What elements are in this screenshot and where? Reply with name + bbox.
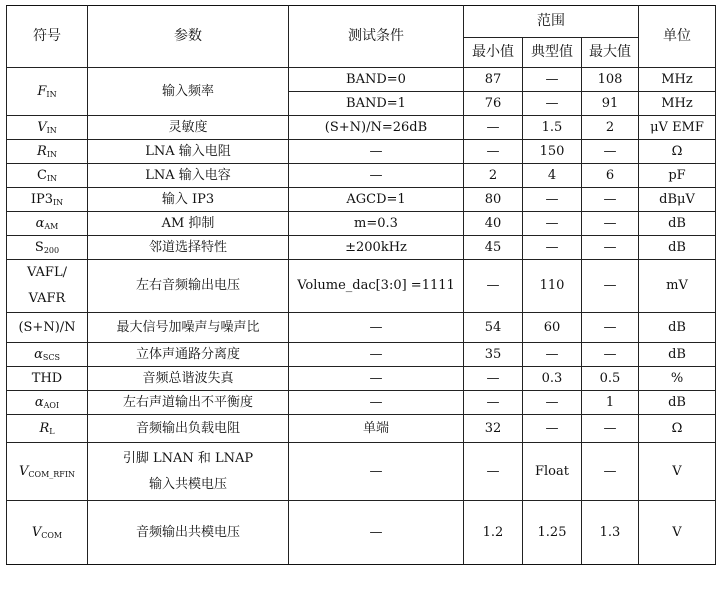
max-cell: 1 (582, 391, 639, 415)
header-unit: 单位 (639, 6, 716, 68)
max-cell: 2 (582, 116, 639, 140)
unit-cell: pF (639, 164, 716, 188)
min-cell: 54 (464, 313, 523, 343)
symbol-cell (7, 415, 88, 443)
table-row (7, 236, 716, 260)
symbol-cell (7, 140, 88, 164)
unit-cell: V (639, 501, 716, 565)
typ-cell: — (523, 391, 582, 415)
min-cell: — (464, 367, 523, 391)
typ-cell: 0.3 (523, 367, 582, 391)
symbol-text: V (37, 119, 47, 135)
symbol-subscript: IN (46, 89, 57, 99)
min-cell: — (464, 443, 523, 501)
symbol-text: VAFR (28, 291, 66, 306)
param-cell (88, 443, 289, 501)
unit-cell: MHz (639, 68, 716, 92)
max-cell: — (582, 313, 639, 343)
condition-cell: Volume_dac[3:0] =1111 (289, 260, 464, 313)
symbol-cell (7, 164, 88, 188)
param-text: LNA 输入电阻 (145, 143, 231, 159)
symbol-subscript: IN (46, 149, 57, 159)
param-text: 引脚 LNAN 和 LNAP (122, 450, 254, 466)
param-text: LNA 输入电容 (145, 167, 231, 183)
header-symbol: 符号 (7, 6, 88, 68)
symbol-text: S (34, 239, 44, 255)
condition-cell: — (289, 140, 464, 164)
symbol-text: R (37, 143, 47, 159)
condition-cell: BAND=0 (289, 68, 464, 92)
unit-cell: V (639, 443, 716, 501)
table-row (7, 501, 716, 565)
symbol-subscript: AOI (43, 400, 60, 410)
param-text: 音频输出负载电阻 (135, 420, 240, 436)
table-row (7, 116, 716, 140)
symbol-subscript: IN (46, 173, 58, 183)
min-cell: 80 (464, 188, 523, 212)
unit-cell: Ω (639, 140, 716, 164)
typ-cell: — (523, 92, 582, 116)
param-cell (88, 260, 289, 313)
symbol-cell (7, 212, 88, 236)
symbol-cell (7, 236, 88, 260)
max-cell: — (582, 140, 639, 164)
max-cell: — (582, 343, 639, 367)
condition-cell: BAND=1 (289, 92, 464, 116)
typ-cell: 1.5 (523, 116, 582, 140)
condition-cell: — (289, 164, 464, 188)
symbol-subscript: 200 (43, 245, 60, 255)
symbol-text: α (34, 346, 43, 362)
table-row (7, 391, 716, 415)
typ-cell: Float (523, 443, 582, 501)
symbol-subscript: COM_RFIN (28, 469, 75, 479)
param-text: 输入 IP3 (161, 191, 215, 207)
condition-cell: — (289, 343, 464, 367)
param-text: 最大信号加噪声与噪声比 (116, 319, 260, 335)
max-cell: 1.3 (582, 501, 639, 565)
symbol-cell (7, 391, 88, 415)
condition-cell: — (289, 501, 464, 565)
symbol-text: V (31, 524, 42, 540)
unit-cell: dB (639, 236, 716, 260)
param-cell (88, 236, 289, 260)
condition-cell: — (289, 367, 464, 391)
condition-cell: 单端 (289, 415, 464, 443)
typ-cell: — (523, 236, 582, 260)
min-cell: 32 (464, 415, 523, 443)
condition-cell: — (289, 443, 464, 501)
symbol-text: THD (31, 370, 63, 386)
table-body (7, 68, 716, 565)
symbol-cell (7, 367, 88, 391)
typ-cell: 110 (523, 260, 582, 313)
param-cell (88, 501, 289, 565)
header-range: 范围 (464, 6, 639, 38)
param-text: 音频输出共模电压 (135, 524, 240, 540)
condition-cell: m=0.3 (289, 212, 464, 236)
param-cell (88, 367, 289, 391)
param-text: 左右声道输出不平衡度 (122, 394, 253, 410)
max-cell: — (582, 260, 639, 313)
unit-cell: dB (639, 313, 716, 343)
typ-cell: 4 (523, 164, 582, 188)
unit-cell: dB (639, 343, 716, 367)
symbol-text: IP3 (30, 191, 53, 207)
unit-cell: dB (639, 212, 716, 236)
max-cell: 108 (582, 68, 639, 92)
param-cell (88, 313, 289, 343)
typ-cell: 1.25 (523, 501, 582, 565)
symbol-text: (S+N)/N (18, 319, 76, 335)
symbol-text: VAFL/ (27, 265, 67, 280)
param-cell (88, 415, 289, 443)
param-text: 灵敏度 (168, 119, 208, 135)
header-condition: 测试条件 (289, 6, 464, 68)
symbol-text: V (19, 463, 29, 479)
symbol-cell (7, 501, 88, 565)
min-cell: — (464, 140, 523, 164)
unit-cell: MHz (639, 92, 716, 116)
symbol-subscript: IN (46, 125, 57, 135)
table-row (7, 343, 716, 367)
max-cell: — (582, 188, 639, 212)
table-row (7, 313, 716, 343)
symbol-cell (7, 313, 88, 343)
table-row (7, 188, 716, 212)
param-text: 输入共模电压 (148, 476, 227, 492)
param-cell (88, 116, 289, 140)
param-cell (88, 68, 289, 116)
condition-cell: (S+N)/N=26dB (289, 116, 464, 140)
param-cell (88, 343, 289, 367)
symbol-subscript: AM (44, 221, 59, 231)
typ-cell: — (523, 415, 582, 443)
unit-cell: dBμV (639, 188, 716, 212)
condition-cell: AGCD=1 (289, 188, 464, 212)
symbol-subscript: COM (41, 530, 63, 540)
min-cell: 1.2 (464, 501, 523, 565)
unit-cell: μV EMF (639, 116, 716, 140)
param-cell (88, 140, 289, 164)
symbol-cell (7, 443, 88, 501)
symbol-text: C (36, 167, 47, 183)
table-row (7, 367, 716, 391)
symbol-subscript: L (49, 426, 55, 436)
unit-cell: dB (639, 391, 716, 415)
typ-cell: — (523, 188, 582, 212)
max-cell: 91 (582, 92, 639, 116)
min-cell: — (464, 116, 523, 140)
max-cell: — (582, 415, 639, 443)
min-cell: 40 (464, 212, 523, 236)
param-text: 邻道选择特性 (148, 239, 227, 255)
symbol-text: α (35, 215, 45, 231)
table-row (7, 443, 716, 501)
spec-table (6, 5, 716, 565)
min-cell: 87 (464, 68, 523, 92)
unit-cell: Ω (639, 415, 716, 443)
param-cell (88, 391, 289, 415)
param-text: 立体声通路分离度 (135, 346, 240, 362)
min-cell: 35 (464, 343, 523, 367)
max-cell: — (582, 236, 639, 260)
symbol-text: R (39, 420, 50, 436)
table-row (7, 164, 716, 188)
typ-cell: 60 (523, 313, 582, 343)
param-cell (88, 164, 289, 188)
symbol-cell (7, 343, 88, 367)
symbol-cell (7, 116, 88, 140)
min-cell: 76 (464, 92, 523, 116)
unit-cell: mV (639, 260, 716, 313)
max-cell: 6 (582, 164, 639, 188)
header-max: 最大值 (582, 38, 639, 68)
param-text: 输入频率 (161, 83, 214, 99)
symbol-subscript: IN (52, 197, 64, 207)
min-cell: 2 (464, 164, 523, 188)
max-cell: 0.5 (582, 367, 639, 391)
header-typ: 典型值 (523, 38, 582, 68)
condition-cell: — (289, 313, 464, 343)
param-text: 音频总谐波失真 (142, 370, 234, 386)
typ-cell: — (523, 343, 582, 367)
param-text: 左右音频输出电压 (135, 278, 240, 294)
symbol-subscript: SCS (42, 352, 60, 362)
typ-cell: — (523, 212, 582, 236)
table-row (7, 260, 716, 313)
min-cell: — (464, 391, 523, 415)
symbol-text: α (34, 394, 44, 410)
param-text: AM 抑制 (161, 215, 215, 231)
param-cell (88, 188, 289, 212)
max-cell: — (582, 443, 639, 501)
header-min: 最小值 (464, 38, 523, 68)
param-cell (88, 212, 289, 236)
header-param: 参数 (88, 6, 289, 68)
table-row (7, 415, 716, 443)
table-row (7, 212, 716, 236)
typ-cell: — (523, 68, 582, 92)
symbol-cell (7, 260, 88, 313)
min-cell: — (464, 260, 523, 313)
symbol-cell (7, 188, 88, 212)
symbol-text: F (37, 83, 47, 99)
max-cell: — (582, 212, 639, 236)
typ-cell: 150 (523, 140, 582, 164)
symbol-cell (7, 68, 88, 116)
condition-cell: ±200kHz (289, 236, 464, 260)
table-row (7, 68, 716, 92)
min-cell: 45 (464, 236, 523, 260)
unit-cell: % (639, 367, 716, 391)
condition-cell: — (289, 391, 464, 415)
table-row (7, 140, 716, 164)
